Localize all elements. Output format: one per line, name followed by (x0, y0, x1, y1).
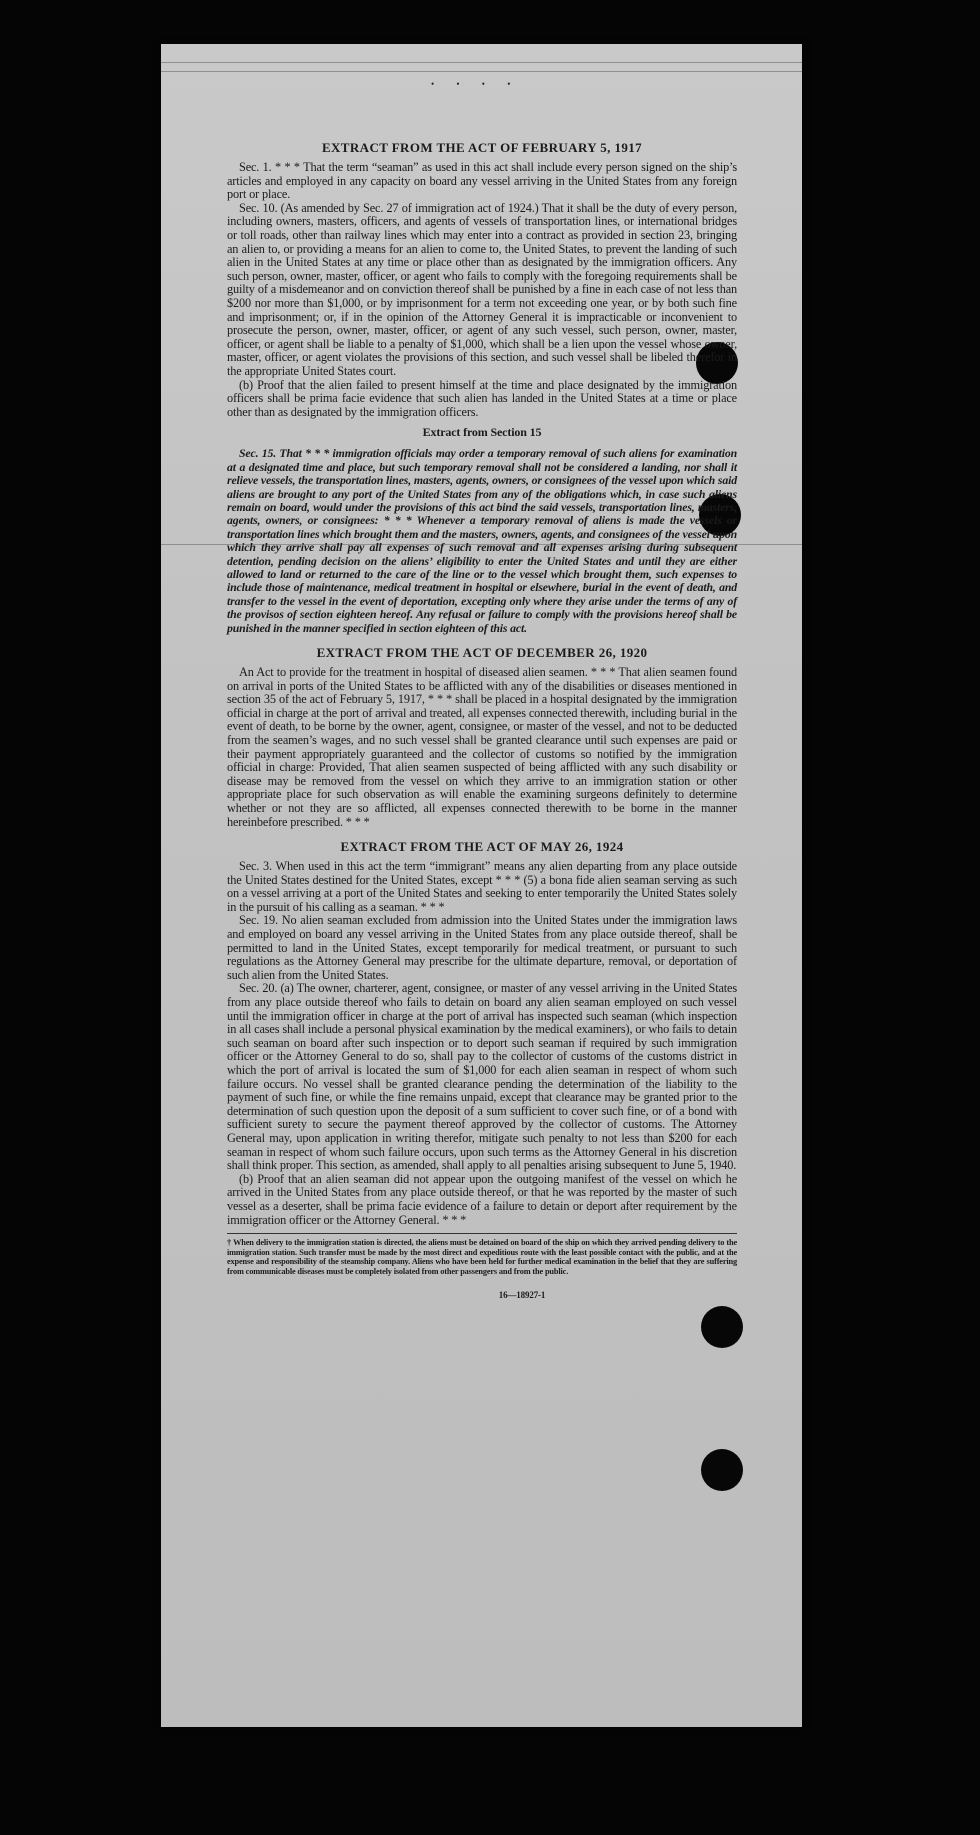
section-1-text: Sec. 1. * * * That the term “seaman” as used in this act shall include every person signed on the ship’s articles and employed in any capacity on board any vessel arriving in the United States from any foreign port or place. (227, 160, 737, 202)
footnote: † When delivery to the immigration station is directed, the aliens must be detained on board of the ship on which they arrived pending delivery to the immigration station. Such transfer must be made by the most direct and expeditious route with the least possible contact with the public, and at the expense and responsibility of the steamship company. Aliens who have been held for further medical examination in the belief that they are suffering from communicable diseases must be completely isolated from other passengers and from the public. (227, 1233, 737, 1276)
heading-section-15: Extract from Section 15 (422, 425, 542, 440)
section-20a-text: Sec. 20. (a) The owner, charterer, agent, consignee, or master of any vessel arriving in the United States from any place outside thereof who fails to detain on board any alien seaman employed on such vessel until the immigration officer in charge at the port of arrival has inspected such seaman (which inspection in all cases shall include a personal physical examination by the medical examiners), or who fails to detain such seaman on board after such inspection or to deport such seaman if required by such immigration officer or the Attorney General to do so, shall pay to the collector of customs of the customs district in which the port of arrival is located the sum of $1,000 for each alien seaman in respect of whom such failure occurs. No vessel shall be granted clearance pending the determination of the liability to the payment of such fine, or while the fine remains unpaid, except that clearance may be granted prior to the determination of such question upon the deposit of a sum sufficient to cover such fine, or of a bond with sufficient surety to secure the payment thereof approved by the collector of customs. The Attorney General may, upon application in writing therefor, mitigate such penalty to not less than $200 for each seaman in respect of whom such failure occurs, upon such terms as the Attorney General in his discretion shall think proper. This section, as amended, shall apply to all penalties arising subsequent to June 5, 1940. (227, 981, 737, 1173)
punch-hole (701, 1306, 743, 1348)
punch-hole (701, 1449, 743, 1491)
form-number: 16—18927-1 (498, 1289, 546, 1300)
section-10b-text: (b) Proof that the alien failed to present himself at the time and place designated by the immigration officers shall be prima facie evidence that such alien has landed in the United States at a time or place other than as designated by the immigration officers. (227, 377, 737, 419)
fold-line (161, 71, 802, 72)
section-20b-text: (b) Proof that an alien seaman did not appear upon the outgoing manifest of the vessel on which he arrived in the United States from any place outside thereof, or that he was reported by the master of such vessel as a deserter, shall be prima facie evidence of a failure to detain or deport after requirement by the immigration officer or the Attorney General. * * * (227, 1171, 737, 1227)
act-1920-text: An Act to provide for the treatment in hospital of diseased alien seamen. * * * That alien seamen found on arrival in ports of the United States to be afflicted with any of the disabilities or diseases mentioned in section 35 of the act of February 5, 1917, * * * shall be placed in a hospital designated by the immigration official in charge at the port of arrival and treated, all expenses connected therewith, including burial in the event of death, to be borne by the owner, agent, consignee, or master of the vessel, and not to be deducted from the seamen’s wages, and no such vessel shall be granted clearance until such expenses are paid or their payment appropriately guaranteed and the collector of customs so notified by the immigration official in charge: Provided, That alien seamen suspected of being afflicted with any such disability or disease may be removed from the vessel on which they arrive to an immigration station or other appropriate place for such observation as will enable the examining surgeons definitely to determine whether or not they are so afflicted, all expenses connected therewith to be borne in the manner hereinbefore prescribed. * * * (227, 664, 737, 829)
fold-line (161, 62, 802, 63)
heading-act-1920: EXTRACT FROM THE ACT OF DECEMBER 26, 1920 (316, 644, 648, 660)
heading-act-1917: EXTRACT FROM THE ACT OF FEBRUARY 5, 1917 (321, 140, 643, 155)
document-body (227, 140, 737, 1302)
section-10-text: Sec. 10. (As amended by Sec. 27 of immigration act of 1924.) That it shall be the duty of every person, including owners, masters, officers, and agents of vessels of transportation lines, or international bridges or toll roads, other than railway lines which may enter into a contract as provided in section 23, bringing an alien to, or providing a means for an alien to come to, the United States, to prevent the landing of such alien in the United States at any time or place other than as designated by the immigration officers. Any such person, owner, master, officer, or agent who fails to comply with the foregoing requirements shall be guilty of a misdemeanor and on conviction thereof shall be punished by a fine in each case of not less than $200 nor more than $1,000, or by imprisonment for a term not exceeding one year, or by both such fine and imprisonment; or, if in the opinion of the Attorney General it is impracticable or inconvenient to prosecute the person, owner, master, officer, or agent of any such vessel, such person, owner, master, officer, or agent shall be liable to a penalty of $1,000, which shall be a lien upon the vessel whose owner, master, officer, or agent violates the provisions of this section, and such vessel shall be libeled therefor in the appropriate United States court. (227, 200, 737, 378)
heading-act-1924: EXTRACT FROM THE ACT OF MAY 26, 1924 (340, 839, 624, 855)
staple-marks: • • • • (431, 79, 521, 89)
document-page (161, 44, 802, 1727)
section-3-text: Sec. 3. When used in this act the term “immigrant” means any alien departing from any place outside the United States destined for the United States, except * * * (5) a bona fide alien seaman serving as such on a vessel arriving at a port of the United States and seeking to enter temporarily the United States solely in the pursuit of his calling as a seaman. * * * (227, 859, 737, 914)
section-19-text: Sec. 19. No alien seaman excluded from admission into the United States under the immigration laws and employed on board any vessel arriving in the United States from any place outside thereof, shall be permitted to land in the United States, except temporarily for medical treatment, or pursuant to such regulations as the Attorney General may prescribe for the ultimate departure, removal, or deportation of such alien from the United States. (227, 913, 737, 982)
section-15-text: Sec. 15. That * * * immigration officials may order a temporary removal of such aliens for examination at a designated time and place, but such temporary removal shall not be considered a landing, nor shall it relieve vessels, the transportation lines, masters, agents, owners, or consignees of the vessel upon which said aliens are brought to any port of the United States from any of the obligations which, in case such aliens remain on board, would under the provisions of this act bind the said vessels, transportation lines, masters, agents, owners, or consignees: * * * Whenever a temporary removal of aliens is made the vessels or transportation lines which brought them and the masters, owners, agents, and consignees of the vessel upon which they arrive shall pay all expenses of such removal and all expenses arising during subsequent detention, pending decision on the aliens’ eligibility to enter the United States and until they are either allowed to land or returned to the care of the line or to the vessel which brought them, such expenses to include those of maintenance, medical treatment in hospital or elsewhere, burial in the event of death, and transfer to the vessel in the event of deportation, excepting only where they arise under the terms of any of the provisos of section eighteen hereof. Any refusal or failure to comply with the provisions hereof shall be punished in the manner specified in section eighteen of this act. (227, 446, 737, 635)
